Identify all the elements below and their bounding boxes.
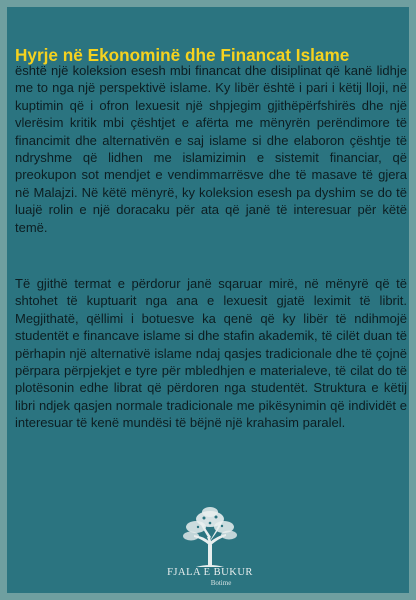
- blurb-paragraph-1: është një koleksion esesh mbi financat dhe disiplinat që kanë lidhje me to nga një perspektivë islame. Ky libër është i pari i këtij lloji, në kuptimin që i ofron lexuesit një shpjegim gjithëpërfshirës dhe një vlerësim kritik mbi çështjet e afërta me mënyrën perëndimore të financimit dhe alternativën e saj islame si dhe elaboron çështje të ndryshme që lidhen me islamizimin e sistemit financiar, që preokupon sot mendjet e vendimmarrësve dhe të masave të gjera në Malajzi. Në këtë mënyrë, ky koleksion esesh pa dyshim se do të luajë rolin e një doracaku për ata që janë të interesuar për këtë temë.: [15, 63, 407, 235]
- publisher-subtitle: Botime: [210, 579, 232, 587]
- publisher-logo: [155, 505, 265, 595]
- book-title: Hyrje në Ekonominë dhe Financat Islame: [15, 45, 350, 65]
- blurb: [15, 45, 407, 431]
- publisher-name: FJALA E BUKUR: [167, 567, 253, 578]
- blurb-paragraph-2: Të gjithë termat e përdorur janë sqaruar mirë, në mënyrë që të shtohet të kuptuarit nga ana e lexuesit gjatë leximit të librit. Megjithatë, qëllimi i botuesve ka qenë që ky libër të ndihmojë studentët e financave islame si dhe stafin akademik, të cilët duan të përhapin një alternativë islame ndaj qasjes tradicionale dhe të çojnë përpara përpjekjet e tyre për mbledhjen e materialeve, të cilat do të plotësonin edhe librat që përdoren nga studentët. Struktura e këtij libri ndjek qasjen normale tradicionale me pikësynimin që individët e interesuar të kenë mundësi të bëjnë një krahasim paralel.: [15, 276, 407, 431]
- tree-icon: [178, 505, 242, 569]
